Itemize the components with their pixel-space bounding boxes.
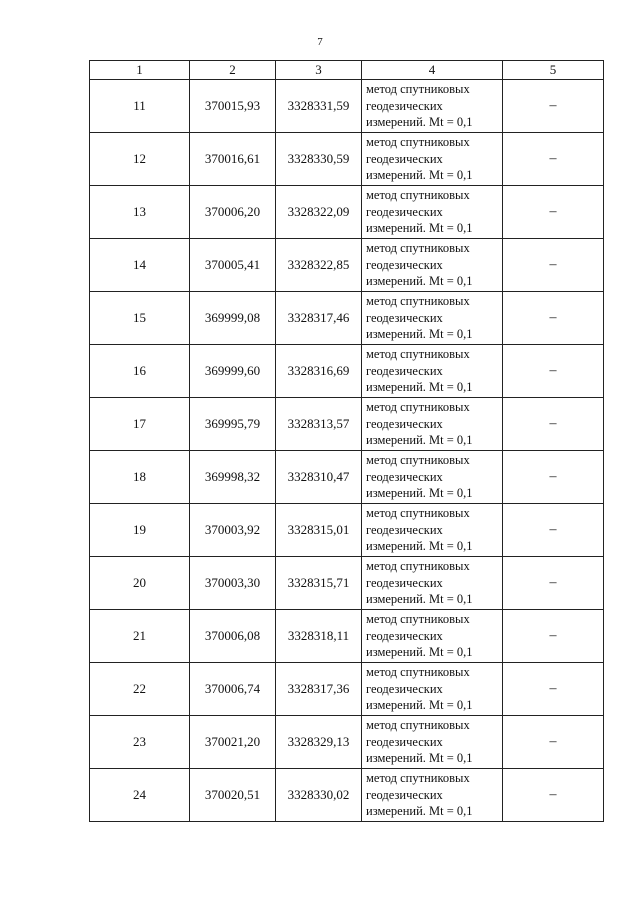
method-line: геодезических — [366, 363, 443, 378]
method-cell — [362, 663, 503, 716]
method-line: измерений. Mt = 0,1 — [366, 221, 473, 236]
table-row — [90, 186, 604, 239]
x-coordinate-cell: 370006,20 — [190, 186, 276, 239]
method-line: измерений. Mt = 0,1 — [366, 168, 473, 183]
column-header: 2 — [190, 61, 276, 80]
column-5-cell: – — [503, 133, 604, 186]
point-number-cell: 11 — [90, 80, 190, 133]
table-row — [90, 504, 604, 557]
table-row — [90, 769, 604, 822]
method-line: измерений. Mt = 0,1 — [366, 698, 473, 713]
table-row — [90, 239, 604, 292]
column-5-cell: – — [503, 345, 604, 398]
method-line: измерений. Mt = 0,1 — [366, 645, 473, 660]
y-coordinate-cell: 3328331,59 — [276, 80, 362, 133]
method-line: метод спутниковых — [366, 771, 470, 786]
column-5-cell: – — [503, 769, 604, 822]
x-coordinate-cell: 369999,08 — [190, 292, 276, 345]
method-line: метод спутниковых — [366, 294, 470, 309]
x-coordinate-cell: 370005,41 — [190, 239, 276, 292]
method-line: измерений. Mt = 0,1 — [366, 380, 473, 395]
method-line: геодезических — [366, 575, 443, 590]
method-cell — [362, 451, 503, 504]
table-row — [90, 398, 604, 451]
method-line: метод спутниковых — [366, 241, 470, 256]
method-line: метод спутниковых — [366, 506, 470, 521]
method-line: геодезических — [366, 204, 443, 219]
y-coordinate-cell: 3328322,85 — [276, 239, 362, 292]
method-cell — [362, 292, 503, 345]
coordinates-table — [89, 60, 604, 822]
x-coordinate-cell: 370006,08 — [190, 610, 276, 663]
point-number-cell: 16 — [90, 345, 190, 398]
method-line: измерений. Mt = 0,1 — [366, 433, 473, 448]
point-number-cell: 22 — [90, 663, 190, 716]
x-coordinate-cell: 370021,20 — [190, 716, 276, 769]
method-cell — [362, 345, 503, 398]
table-row — [90, 292, 604, 345]
y-coordinate-cell: 3328318,11 — [276, 610, 362, 663]
y-coordinate-cell: 3328330,59 — [276, 133, 362, 186]
table-header-row — [90, 61, 604, 80]
method-line: измерений. Mt = 0,1 — [366, 274, 473, 289]
method-line: метод спутниковых — [366, 400, 470, 415]
method-line: геодезических — [366, 257, 443, 272]
x-coordinate-cell: 370003,92 — [190, 504, 276, 557]
point-number-cell: 13 — [90, 186, 190, 239]
method-line: геодезических — [366, 681, 443, 696]
method-cell — [362, 80, 503, 133]
point-number-cell: 23 — [90, 716, 190, 769]
point-number-cell: 12 — [90, 133, 190, 186]
x-coordinate-cell: 370006,74 — [190, 663, 276, 716]
method-cell — [362, 186, 503, 239]
table-row — [90, 557, 604, 610]
y-coordinate-cell: 3328329,13 — [276, 716, 362, 769]
point-number-cell: 14 — [90, 239, 190, 292]
x-coordinate-cell: 370003,30 — [190, 557, 276, 610]
method-line: метод спутниковых — [366, 665, 470, 680]
column-header: 1 — [90, 61, 190, 80]
point-number-cell: 19 — [90, 504, 190, 557]
x-coordinate-cell: 369998,32 — [190, 451, 276, 504]
y-coordinate-cell: 3328313,57 — [276, 398, 362, 451]
column-5-cell: – — [503, 239, 604, 292]
method-line: метод спутниковых — [366, 82, 470, 97]
column-5-cell: – — [503, 663, 604, 716]
column-5-cell: – — [503, 292, 604, 345]
method-line: метод спутниковых — [366, 188, 470, 203]
column-header: 3 — [276, 61, 362, 80]
table-row — [90, 133, 604, 186]
table-row — [90, 451, 604, 504]
method-cell — [362, 716, 503, 769]
column-header: 5 — [503, 61, 604, 80]
x-coordinate-cell: 370015,93 — [190, 80, 276, 133]
method-line: геодезических — [366, 310, 443, 325]
x-coordinate-cell: 370020,51 — [190, 769, 276, 822]
method-line: метод спутниковых — [366, 135, 470, 150]
y-coordinate-cell: 3328317,36 — [276, 663, 362, 716]
point-number-cell: 18 — [90, 451, 190, 504]
page-number: 7 — [317, 36, 323, 48]
column-5-cell: – — [503, 186, 604, 239]
method-line: геодезических — [366, 522, 443, 537]
method-cell — [362, 610, 503, 663]
method-line: геодезических — [366, 151, 443, 166]
y-coordinate-cell: 3328310,47 — [276, 451, 362, 504]
y-coordinate-cell: 3328315,71 — [276, 557, 362, 610]
table-row — [90, 610, 604, 663]
method-line: измерений. Mt = 0,1 — [366, 592, 473, 607]
point-number-cell: 17 — [90, 398, 190, 451]
method-cell — [362, 398, 503, 451]
table-row — [90, 345, 604, 398]
point-number-cell: 20 — [90, 557, 190, 610]
method-line: геодезических — [366, 416, 443, 431]
column-5-cell: – — [503, 398, 604, 451]
column-5-cell: – — [503, 80, 604, 133]
table-row — [90, 663, 604, 716]
method-line: измерений. Mt = 0,1 — [366, 486, 473, 501]
method-cell — [362, 504, 503, 557]
method-line: геодезических — [366, 734, 443, 749]
method-line: измерений. Mt = 0,1 — [366, 327, 473, 342]
method-line: измерений. Mt = 0,1 — [366, 115, 473, 130]
table-row — [90, 80, 604, 133]
column-5-cell: – — [503, 504, 604, 557]
method-line: измерений. Mt = 0,1 — [366, 539, 473, 554]
y-coordinate-cell: 3328317,46 — [276, 292, 362, 345]
method-cell — [362, 557, 503, 610]
column-5-cell: – — [503, 557, 604, 610]
column-5-cell: – — [503, 610, 604, 663]
method-line: метод спутниковых — [366, 612, 470, 627]
point-number-cell: 24 — [90, 769, 190, 822]
point-number-cell: 15 — [90, 292, 190, 345]
x-coordinate-cell: 369995,79 — [190, 398, 276, 451]
method-cell — [362, 239, 503, 292]
method-line: метод спутниковых — [366, 453, 470, 468]
method-line: метод спутниковых — [366, 559, 470, 574]
column-header: 4 — [362, 61, 503, 80]
x-coordinate-cell: 370016,61 — [190, 133, 276, 186]
point-number-cell: 21 — [90, 610, 190, 663]
x-coordinate-cell: 369999,60 — [190, 345, 276, 398]
table-row — [90, 716, 604, 769]
method-cell — [362, 133, 503, 186]
method-line: измерений. Mt = 0,1 — [366, 751, 473, 766]
method-line: измерений. Mt = 0,1 — [366, 804, 473, 819]
method-cell — [362, 769, 503, 822]
method-line: метод спутниковых — [366, 718, 470, 733]
y-coordinate-cell: 3328322,09 — [276, 186, 362, 239]
y-coordinate-cell: 3328316,69 — [276, 345, 362, 398]
method-line: геодезических — [366, 787, 443, 802]
y-coordinate-cell: 3328330,02 — [276, 769, 362, 822]
method-line: геодезических — [366, 469, 443, 484]
y-coordinate-cell: 3328315,01 — [276, 504, 362, 557]
column-5-cell: – — [503, 716, 604, 769]
method-line: геодезических — [366, 98, 443, 113]
column-5-cell: – — [503, 451, 604, 504]
method-line: метод спутниковых — [366, 347, 470, 362]
method-line: геодезических — [366, 628, 443, 643]
